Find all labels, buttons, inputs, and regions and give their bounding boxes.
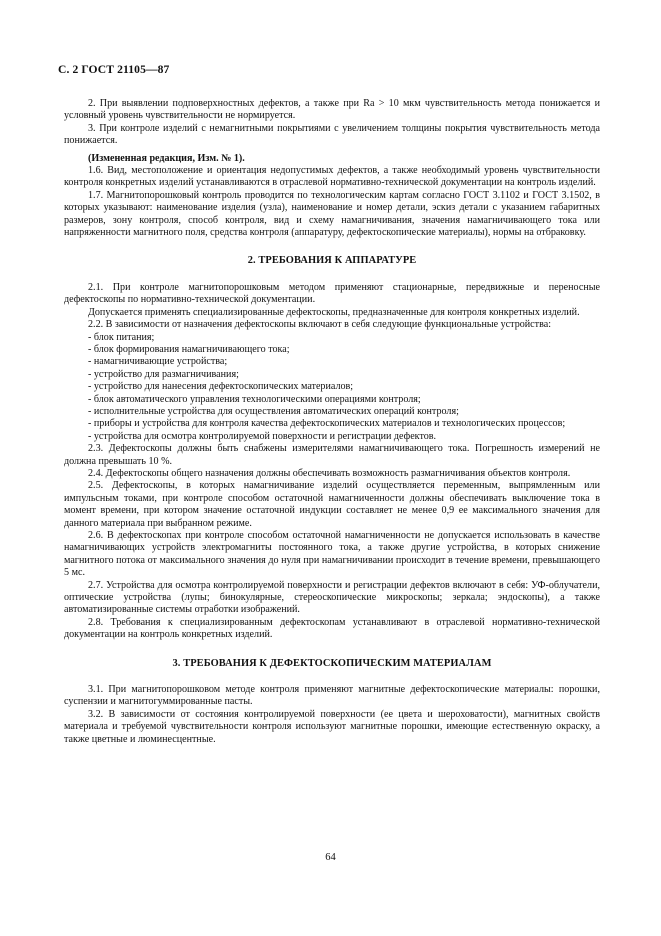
list-item: - намагничивающие устройства; [88,356,228,368]
paragraph-2-8: 2.8. Требования к специализированным дефектоскопам устанавливают в отраслевой нормативно-технической документации на контроль конкретных изделий. [64,616,600,641]
edition-note: (Измененная редакция, Изм. № 1). [88,152,245,164]
paragraph-2-3: 2.3. Дефектоскопы должны быть снабжены измерителями намагничивающего тока. Погрешность измерений не должна превышать 10 %. [64,443,600,467]
list-item: - устройства для осмотра контролируемой поверхности и регистрации дефектов. [88,430,437,442]
section-3-title: 3. ТРЕБОВАНИЯ К ДЕФЕКТОСКОПИЧЕСКИМ МАТЕРИАЛАМ [172,657,492,669]
note-3: 3. При контроле изделий с немагнитными покрытиями с увеличением толщины покрытия чувствительность метода понижается. [64,122,600,147]
paragraph-2-4: 2.4. Дефектоскопы общего назначения должны обеспечивать возможность размагничивания объектов контроля. [88,467,571,479]
paragraph-1-7: 1.7. Магнитопорошковый контроль проводится по технологическим картам согласно ГОСТ 3.1102 и ГОСТ 3.1502, в которых указывают: наименование изделия (узла), наименование и номер детали, эскиз детали с указанием габаритных размеров, зону контроля, способ контроля, вид и схему намагничивания, значения намагничивающего тока или напряженности магнитного поля, средства контроля (аппаратуру, дефектоскопические материалы), нормы на отбраковку. [64,189,600,239]
list-item: - исполнительные устройства для осуществления автоматических операций контроля; [88,405,459,417]
list-item: - блок формирования намагничивающего тока; [88,343,290,355]
paragraph-2-1b: Допускается применять специализированные дефектоскопы, предназначенные для контроля конкретных изделий. [88,306,580,318]
paragraph-2-6: 2.6. В дефектоскопах при контроле способом остаточной намагниченности не допускается использовать в качестве намагничивающих устройств электромагниты постоянного тока, а также другие устройства, в которых снижение магнитного потока от максимального значения до нуля при намагничивании происходит в течение времени, превышающего 5 мс. [64,530,600,579]
list-item: - устройство для нанесения дефектоскопических материалов; [88,381,354,393]
list-item: - устройство для размагничивания; [88,368,239,380]
list-item: - приборы и устройства для контроля качества дефектоскопических материалов и технологических процессов; [88,418,566,430]
paragraph-3-2: 3.2. В зависимости от состояния контролируемой поверхности (ее цвета и шероховатости), магнитных свойств материала и требуемой чувствительности контроля используют магнитные порошки, имеющие естественную окраску, а также цветные и люминесцентные. [64,708,600,745]
list-item: - блок автоматического управления технологическими операциями контроля; [88,393,421,405]
paragraph-3-1: 3.1. При магнитопорошковом методе контроля применяют магнитные дефектоскопические материалы: порошки, суспензии и магнитогуммированные пасты. [64,684,600,708]
paragraph-2-1: 2.1. При контроле магнитопорошковым методом применяют стационарные, передвижные и переносные дефектоскопы по нормативно-технической документации. [64,281,600,306]
paragraph-2-2: 2.2. В зависимости от назначения дефектоскопы включают в себя следующие функциональные устройства: [88,319,551,331]
note-2: 2. При выявлении подповерхностных дефектов, а также при Ra > 10 мкм чувствительность метода понижается и условный уровень чувствительности не нормируется. [64,98,600,122]
paragraph-2-7: 2.7. Устройства для осмотра контролируемой поверхности и регистрации дефектов включают в себя: УФ-облучатели, оптические устройства (лупы; бинокулярные, стереоскопические микроскопы; зеркала; эндоскопы), а также автоматизированные системы отработки изображений. [64,579,600,616]
page-number: 64 [325,852,336,863]
paragraph-2-5: 2.5. Дефектоскопы, в которых намагничивание изделий осуществляется переменным, выпрямленным или импульсным токами, при контроле способом остаточной намагниченности должны обеспечивать выключение тока в момент времени, при котором значение остаточной индукции составляет не менее 0,9 ее максимального значения для данного материала при выбранном режиме. [64,480,600,529]
document-body [64,98,600,746]
paragraph-1-6: 1.6. Вид, местоположение и ориентация недопустимых дефектов, а также необходимый уровень чувствительности контроля конкретных изделий устанавливаются в отраслевой нормативно-технической документации на контроль изделий. [64,165,600,189]
list-item: - блок питания; [88,331,155,343]
section-2-title: 2. ТРЕБОВАНИЯ К АППАРАТУРЕ [247,255,417,267]
page-header: С. 2 ГОСТ 21105—87 [58,63,170,76]
